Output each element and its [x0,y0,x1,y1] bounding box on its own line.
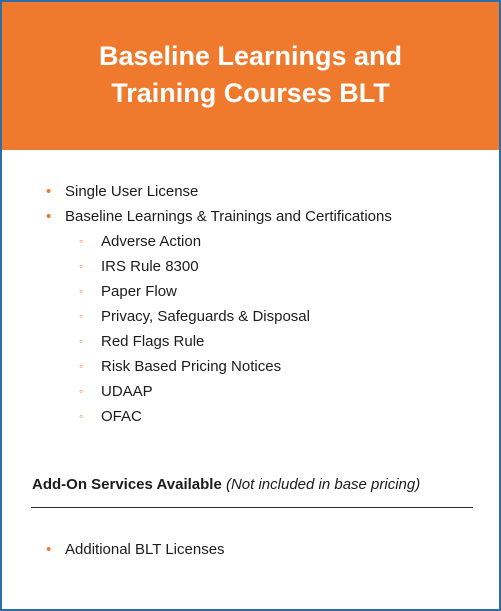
sublist-item-label: Adverse Action [101,233,202,250]
sublist-item-label: UDAAP [101,383,153,400]
sublist-item-label: OFAC [101,408,142,425]
sublist-item [79,354,479,379]
list-item [46,204,476,229]
features-list [46,179,476,229]
list-item [46,537,476,562]
list-item [46,179,476,204]
addon-heading-note: (Not included in base pricing) [225,476,421,493]
card-header [2,2,499,150]
sublist-item-label: Red Flags Rule [101,333,205,350]
sublist-item [79,404,479,429]
hollow-bullet-icon: ◦ [79,384,84,398]
list-item-label: Baseline Learnings & Trainings and Certifications [65,208,392,225]
sublist-item-label: Paper Flow [101,283,177,300]
sublist-item-label: Privacy, Safeguards & Disposal [101,308,310,325]
card-title: Baseline Learnings and Training Courses BLT [98,41,403,108]
list-item-label: Single User License [65,183,199,200]
hollow-bullet-icon: ◦ [79,409,84,423]
hollow-bullet-icon: ◦ [79,284,84,298]
hollow-bullet-icon: ◦ [79,309,84,323]
certifications-sublist [79,229,479,429]
hollow-bullet-icon: ◦ [79,234,84,248]
sublist-item [79,329,479,354]
addon-heading [32,472,420,497]
hollow-bullet-icon: ◦ [79,259,84,273]
hollow-bullet-icon: ◦ [79,334,84,348]
addon-heading-title: Add-On Services Available [32,476,222,493]
bullet-icon: • [46,541,52,558]
sublist-item [79,254,479,279]
sublist-item [79,379,479,404]
sublist-item [79,229,479,254]
section-divider [31,507,473,508]
bullet-icon: • [46,183,52,200]
sublist-item-label: IRS Rule 8300 [101,258,199,275]
hollow-bullet-icon: ◦ [79,359,84,373]
sublist-item [79,279,479,304]
sublist-item [79,304,479,329]
sublist-item-label: Risk Based Pricing Notices [101,358,282,375]
bullet-icon: • [46,208,52,225]
addon-list [46,537,476,562]
list-item-label: Additional BLT Licenses [65,541,225,558]
